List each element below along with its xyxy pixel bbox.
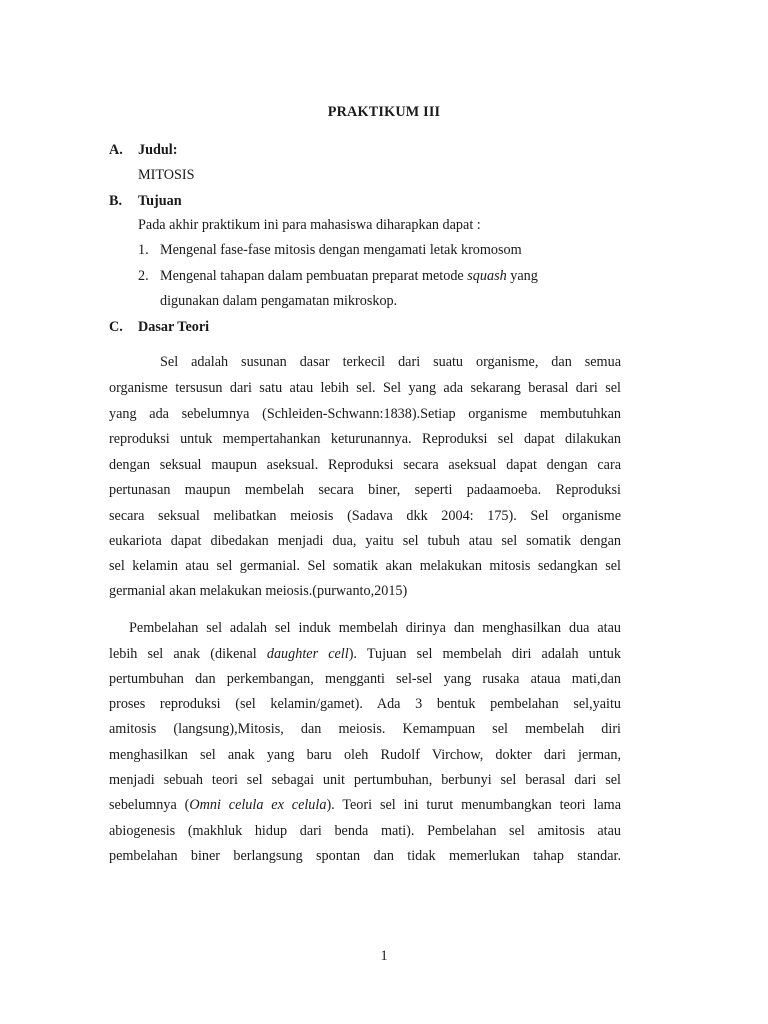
paragraph-line: germanial akan melakukan meiosis.(purwanto,2015) xyxy=(109,583,408,599)
paragraph-text-part: sebelumnya ( xyxy=(109,797,190,813)
paragraph-line: organisme tersusun dari satu atau lebih sel. Sel yang ada sekarang berasal dari sel xyxy=(109,380,621,396)
list-item-number: 1. xyxy=(138,242,149,258)
section-a-letter: A. xyxy=(109,142,123,158)
section-b-letter: B. xyxy=(109,193,123,209)
list-item-number: 2. xyxy=(138,268,149,284)
paragraph-text-part: ). Tujuan sel membelah diri adalah untuk xyxy=(348,646,621,662)
paragraph-line: reproduksi untuk mempertahankan keturunannya. Reproduksi sel dapat dilakukan xyxy=(109,431,621,447)
list-item-text xyxy=(160,267,538,285)
section-b-heading: Tujuan xyxy=(138,193,182,209)
paragraph-line: secara seksual melibatkan meiosis (Sadava dkk 2004: 175). Sel organisme xyxy=(109,508,621,524)
paragraph-line: pertunasan maupun membelah secara biner, seperti padaamoeba. Reproduksi xyxy=(109,482,621,498)
section-c-heading: Dasar Teori xyxy=(138,319,210,335)
paragraph-line: pembelahan biner berlangsung spontan dan tidak memerlukan tahap standar. xyxy=(109,848,621,864)
page-title: PRAKTIKUM III xyxy=(327,104,441,120)
paragraph-line: abiogenesis (makhluk hidup dari benda mati). Pembelahan sel amitosis atau xyxy=(109,823,621,839)
list-item-continuation: digunakan dalam pengamatan mikroskop. xyxy=(160,293,398,309)
section-b-intro: Pada akhir praktikum ini para mahasiswa diharapkan dapat : xyxy=(138,217,481,233)
section-a-content: MITOSIS xyxy=(138,167,195,183)
list-item-text-part: Mengenal tahapan dalam pembuatan preparat metode xyxy=(160,268,468,284)
list-item-text: Mengenal fase-fase mitosis dengan mengamati letak kromosom xyxy=(160,242,522,258)
paragraph-line: proses reproduksi (sel kelamin/gamet). Ada 3 bentuk pembelahan sel,yaitu xyxy=(109,696,621,712)
paragraph-text-part: ). Teori sel ini turut menumbangkan teori lama xyxy=(326,797,622,813)
paragraph-line: menjadi sebuah teori sel sebagai unit pertumbuhan, berbunyi sel berasal dari sel xyxy=(109,772,621,788)
paragraph-line: menghasilkan sel anak yang baru oleh Rudolf Virchow, dokter dari jerman, xyxy=(109,747,621,763)
list-item-text-part: yang xyxy=(506,268,538,284)
paragraph-line xyxy=(109,645,621,663)
paragraph-line: dengan seksual maupun aseksual. Reproduksi secara aseksual dapat dengan cara xyxy=(109,457,621,473)
paragraph-italic-term: daughter cell xyxy=(266,646,349,662)
paragraph-line: eukariota dapat dibedakan menjadi dua, yaitu sel tubuh atau sel somatik dengan xyxy=(109,533,621,549)
paragraph-line: amitosis (langsung),Mitosis, dan meiosis. Kemampuan sel membelah diri xyxy=(109,721,621,737)
paragraph-line: yang ada sebelumnya (Schleiden-Schwann:1838).Setiap organisme membutuhkan xyxy=(109,406,621,422)
paragraph-line: Pembelahan sel adalah sel induk membelah dirinya dan menghasilkan dua atau xyxy=(129,620,621,636)
list-item-italic-term: squash xyxy=(467,268,507,284)
paragraph-line: Sel adalah susunan dasar terkecil dari suatu organisme, dan semua xyxy=(160,354,621,370)
section-c-letter: C. xyxy=(109,319,123,335)
page-number: 1 xyxy=(380,948,388,964)
paragraph-line: pertumbuhan dan perkembangan, mengganti sel-sel yang rusaka ataua mati,dan xyxy=(109,671,621,687)
section-a-heading: Judul: xyxy=(138,142,178,158)
paragraph-text-part: lebih sel anak (dikenal xyxy=(109,646,267,662)
paragraph-italic-term: Omni celula ex celula xyxy=(189,797,327,813)
paragraph-line: sel kelamin atau sel germanial. Sel somatik akan melakukan mitosis sedangkan sel xyxy=(109,558,621,574)
paragraph-line xyxy=(109,796,621,814)
